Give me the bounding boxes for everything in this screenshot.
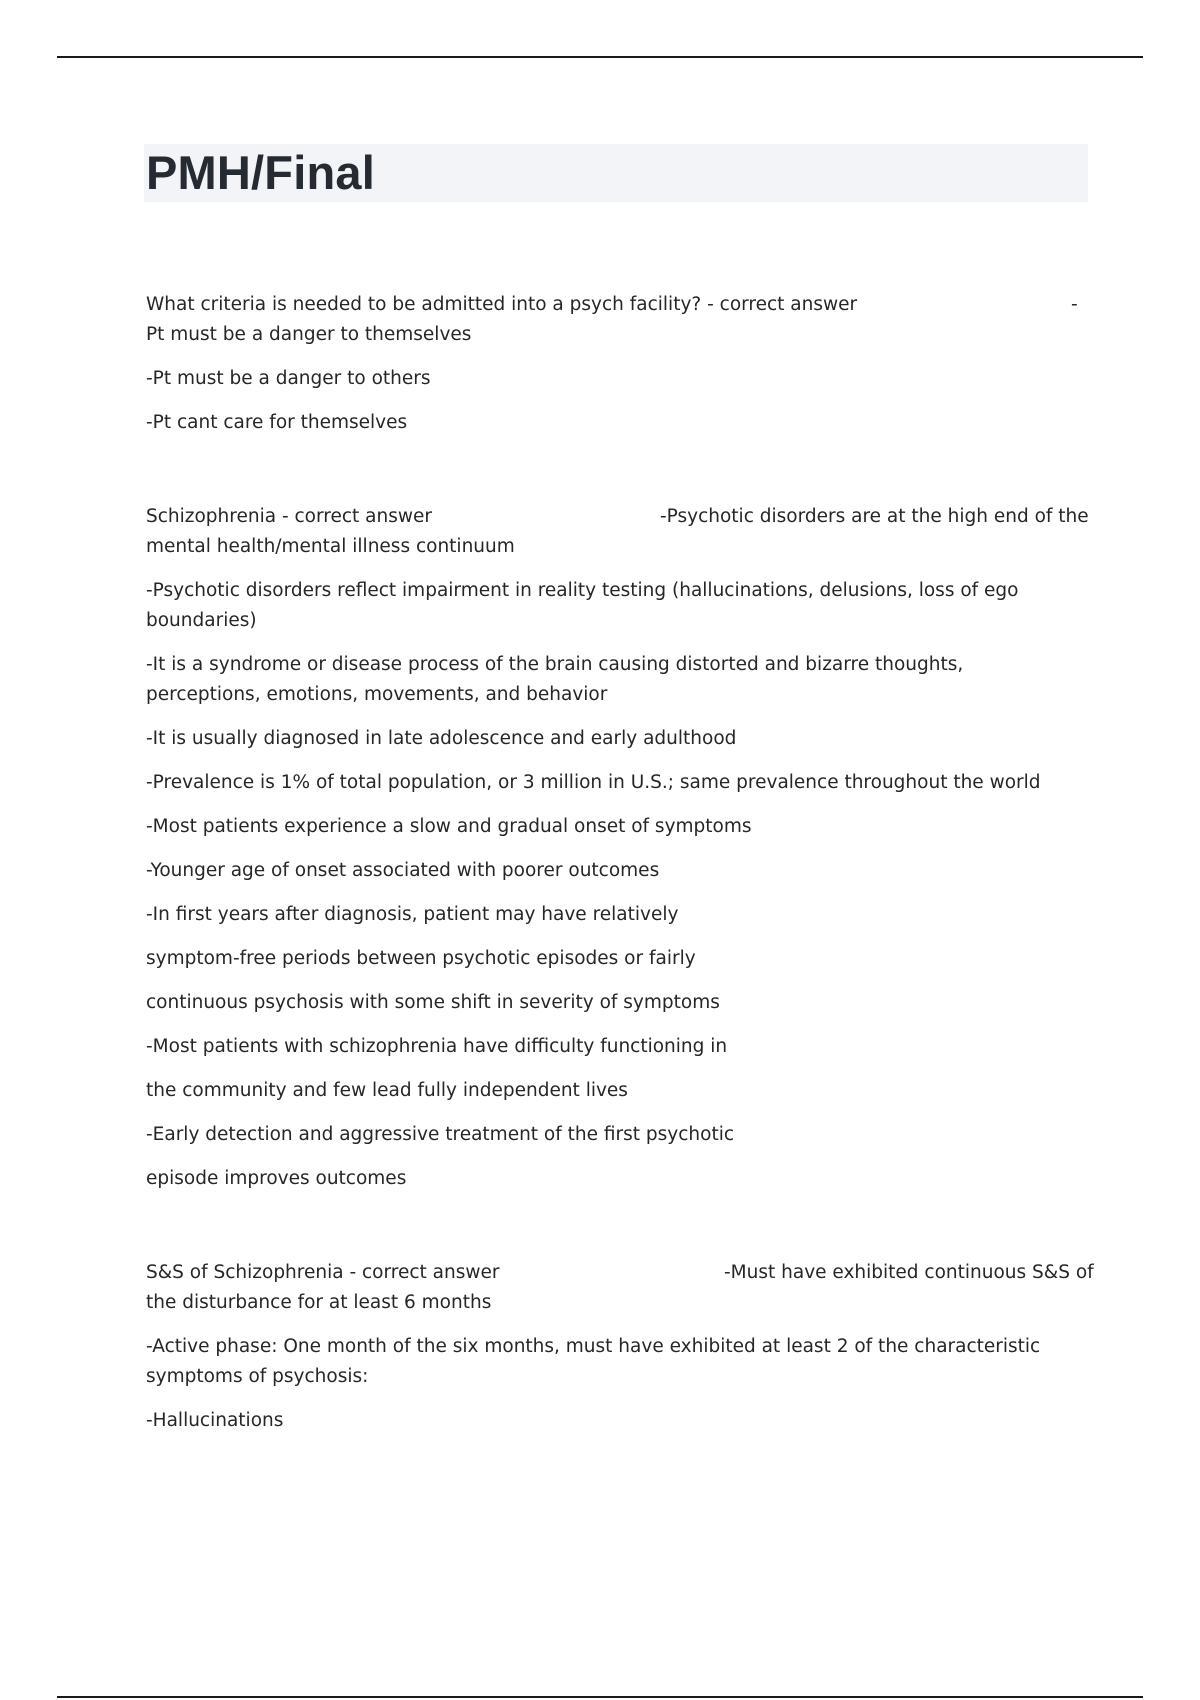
question-line [146, 290, 1086, 320]
answer-item: -Pt must be a danger to others [146, 368, 431, 389]
question-line [146, 502, 1089, 532]
answer-first-line-cont: Pt must be a danger to themselves [146, 324, 472, 345]
qa-section-ss-schizophrenia [146, 1258, 1094, 1436]
answer-item: -Pt cant care for themselves [146, 412, 408, 433]
answer-item: episode improves outcomes [146, 1168, 407, 1189]
answer-item: -It is a syndrome or disease process of the brain causing distorted and bizarre thoughts, perceptions, emotions, movements, and behavior [146, 654, 964, 705]
answer-first-line-start: - [1071, 294, 1078, 315]
answer-item: -Early detection and aggressive treatment of the first psychotic [146, 1124, 735, 1145]
answer-first-line-start: -Psychotic disorders are at the high end of the [660, 506, 1089, 527]
answer-first-line-cont: mental health/mental illness continuum [146, 536, 515, 557]
document-title: PMH/Final [146, 146, 375, 199]
answer-item: the community and few lead fully independent lives [146, 1080, 628, 1101]
qa-section-admission-criteria [146, 290, 1086, 438]
answer-item: -Most patients with schizophrenia have difficulty functioning in [146, 1036, 728, 1057]
question-line [146, 1258, 1094, 1288]
qa-section-schizophrenia [146, 502, 1089, 1194]
answer-item: -Hallucinations [146, 1410, 284, 1431]
question-text: S&S of Schizophrenia - correct answer [146, 1262, 500, 1283]
question-text: Schizophrenia - correct answer [146, 506, 432, 527]
answer-item: -In first years after diagnosis, patient may have relatively [146, 904, 679, 925]
answer-item: -Prevalence is 1% of total population, or 3 million in U.S.; same prevalence throughout the world [146, 772, 1041, 793]
answer-item: -Psychotic disorders reflect impairment in reality testing (hallucinations, delusions, loss of ego boundaries) [146, 580, 1019, 631]
answer-item: -Active phase: One month of the six months, must have exhibited at least 2 of the characteristic symptoms of psychosis: [146, 1336, 1041, 1387]
answer-item: -Younger age of onset associated with poorer outcomes [146, 860, 660, 881]
question-text: What criteria is needed to be admitted into a psych facility? - correct answer [146, 294, 858, 315]
answer-first-line-cont: the disturbance for at least 6 months [146, 1292, 492, 1313]
answer-item: symptom-free periods between psychotic episodes or fairly [146, 948, 696, 969]
document-body [146, 290, 1094, 1436]
answer-first-line-start: -Must have exhibited continuous S&S of [724, 1262, 1094, 1283]
answer-item: -It is usually diagnosed in late adolescence and early adulthood [146, 728, 737, 749]
top-rule [57, 56, 1143, 58]
bottom-rule [57, 1696, 1143, 1698]
answer-item: continuous psychosis with some shift in severity of symptoms [146, 992, 720, 1013]
answer-item: -Most patients experience a slow and gradual onset of symptoms [146, 816, 752, 837]
